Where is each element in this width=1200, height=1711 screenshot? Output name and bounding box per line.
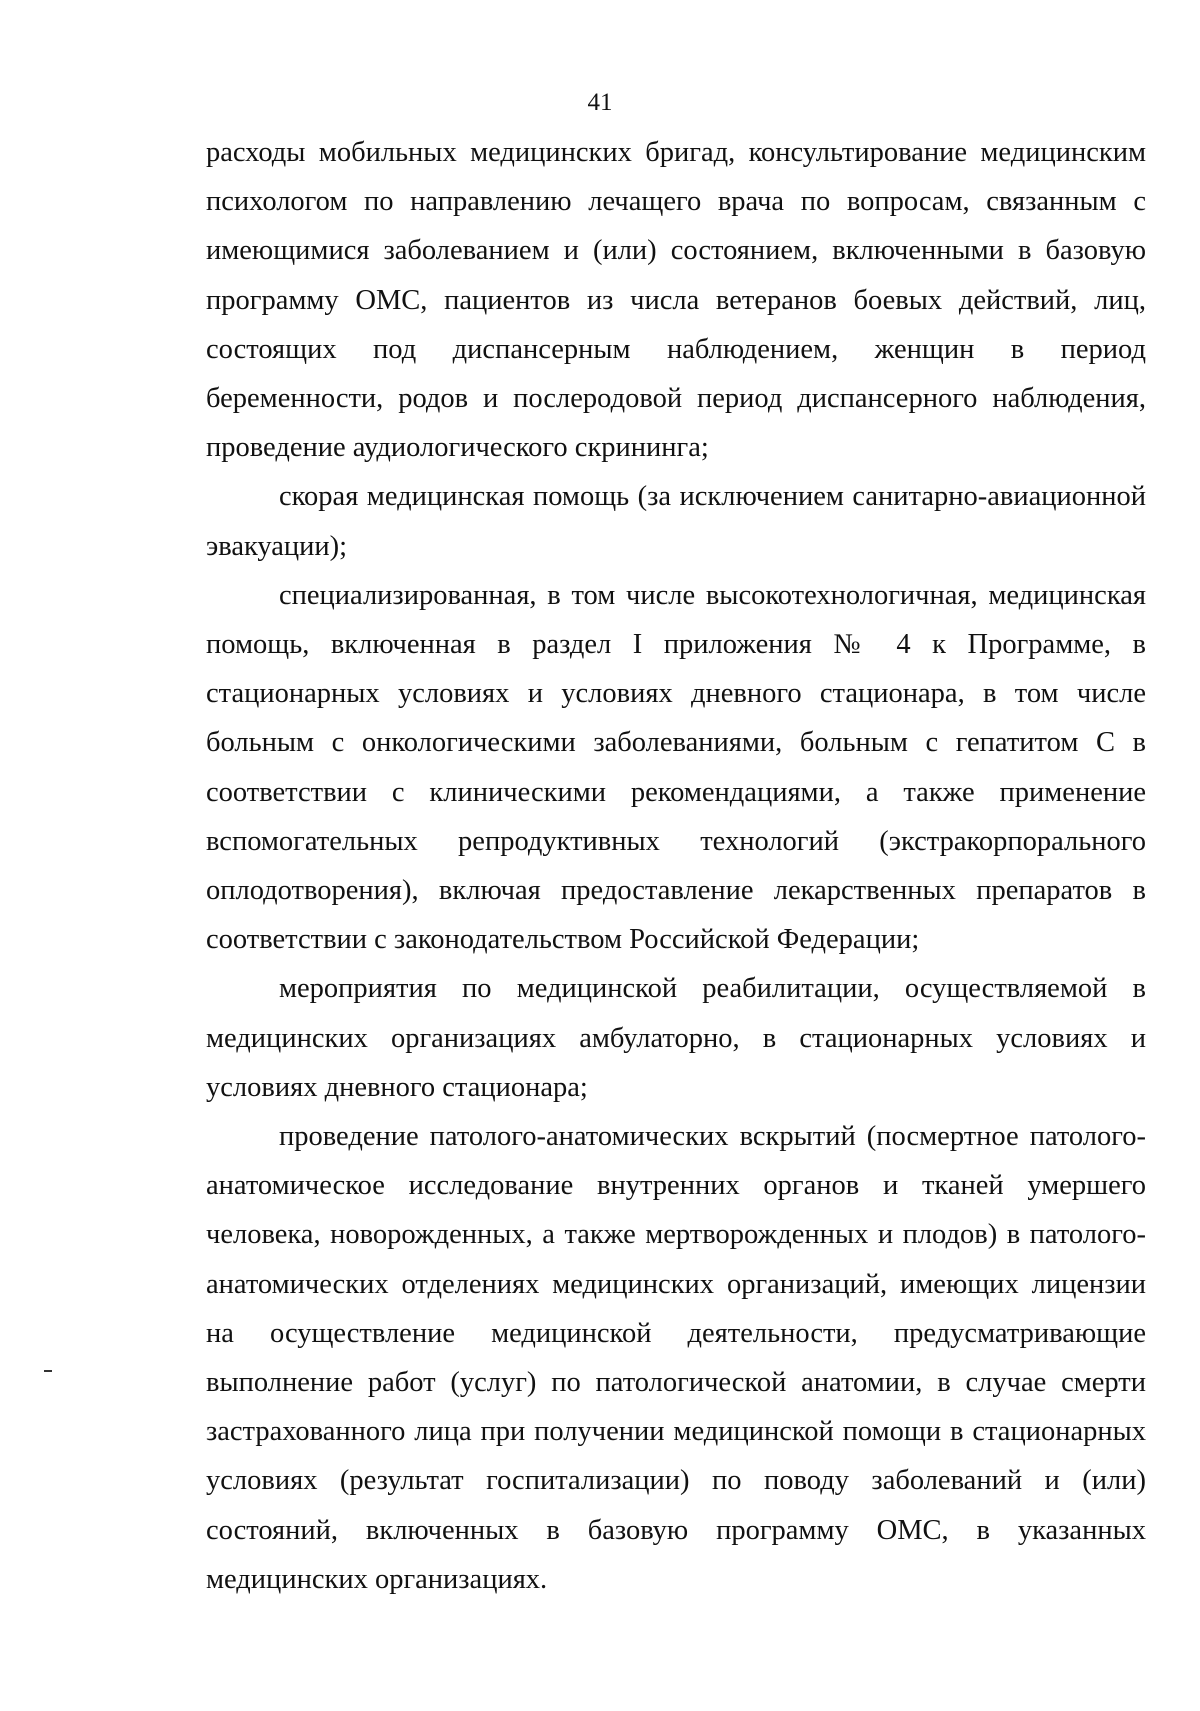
paragraph-mobile-teams: расходы мобильных медицинских бригад, консультирование медицинским психологом по направлению лечащего врача по вопросам, связанным с имеющимися заболеванием и (или) состоянием, включенными в базовую программу ОМС, пациентов из числа ветеранов боевых действий, лиц, состоящих под диспансерным наблюдением, женщин в период беременности, родов и послеродовой период диспансерного наблюдения, проведение аудиологического скрининга; xyxy=(206,137,1146,464)
paragraph-autopsies: проведение патолого-анатомических вскрытий (посмертное патолого-анатомическое исследование внутренних органов и тканей умершего человека, новорожденных, а также мертворожденных и плодов) в патолого-анатомических отделениях медицинских организаций, имеющих лицензии на осуществление медицинской деятельности, предусматривающие выполнение работ (услуг) по патологической анатомии, в случае смерти застрахованного лица при получении медицинской помощи в стационарных условиях (результат госпитализации) по поводу заболеваний и (или) состояний, включенных в базовую программу ОМС, в указанных медицинских организациях. xyxy=(206,1121,1146,1595)
document-body xyxy=(206,128,1146,1604)
paragraph-emergency-care: скорая медицинская помощь (за исключением санитарно-авиационной эвакуации); xyxy=(206,481,1146,562)
paragraph-specialized-care: специализированная, в том числе высокотехнологичная, медицинская помощь, включенная в раздел I приложения № 4 к Программе, в стационарных условиях и условиях дневного стационара, в том числе больным с онкологическими заболеваниями, больным с гепатитом С в соответствии с клиническими рекомендациями, а также применение вспомогательных репродуктивных технологий (экстракорпорального оплодотворения), включая предоставление лекарственных препаратов в соответствии с законодательством Российской Федерации; xyxy=(206,579,1146,956)
page-number: 41 xyxy=(587,89,613,116)
paragraph-rehabilitation: мероприятия по медицинской реабилитации, осуществляемой в медицинских организациях амбулаторно, в стационарных условиях и условиях дневного стационара; xyxy=(206,973,1146,1103)
scan-speck xyxy=(44,1370,52,1372)
